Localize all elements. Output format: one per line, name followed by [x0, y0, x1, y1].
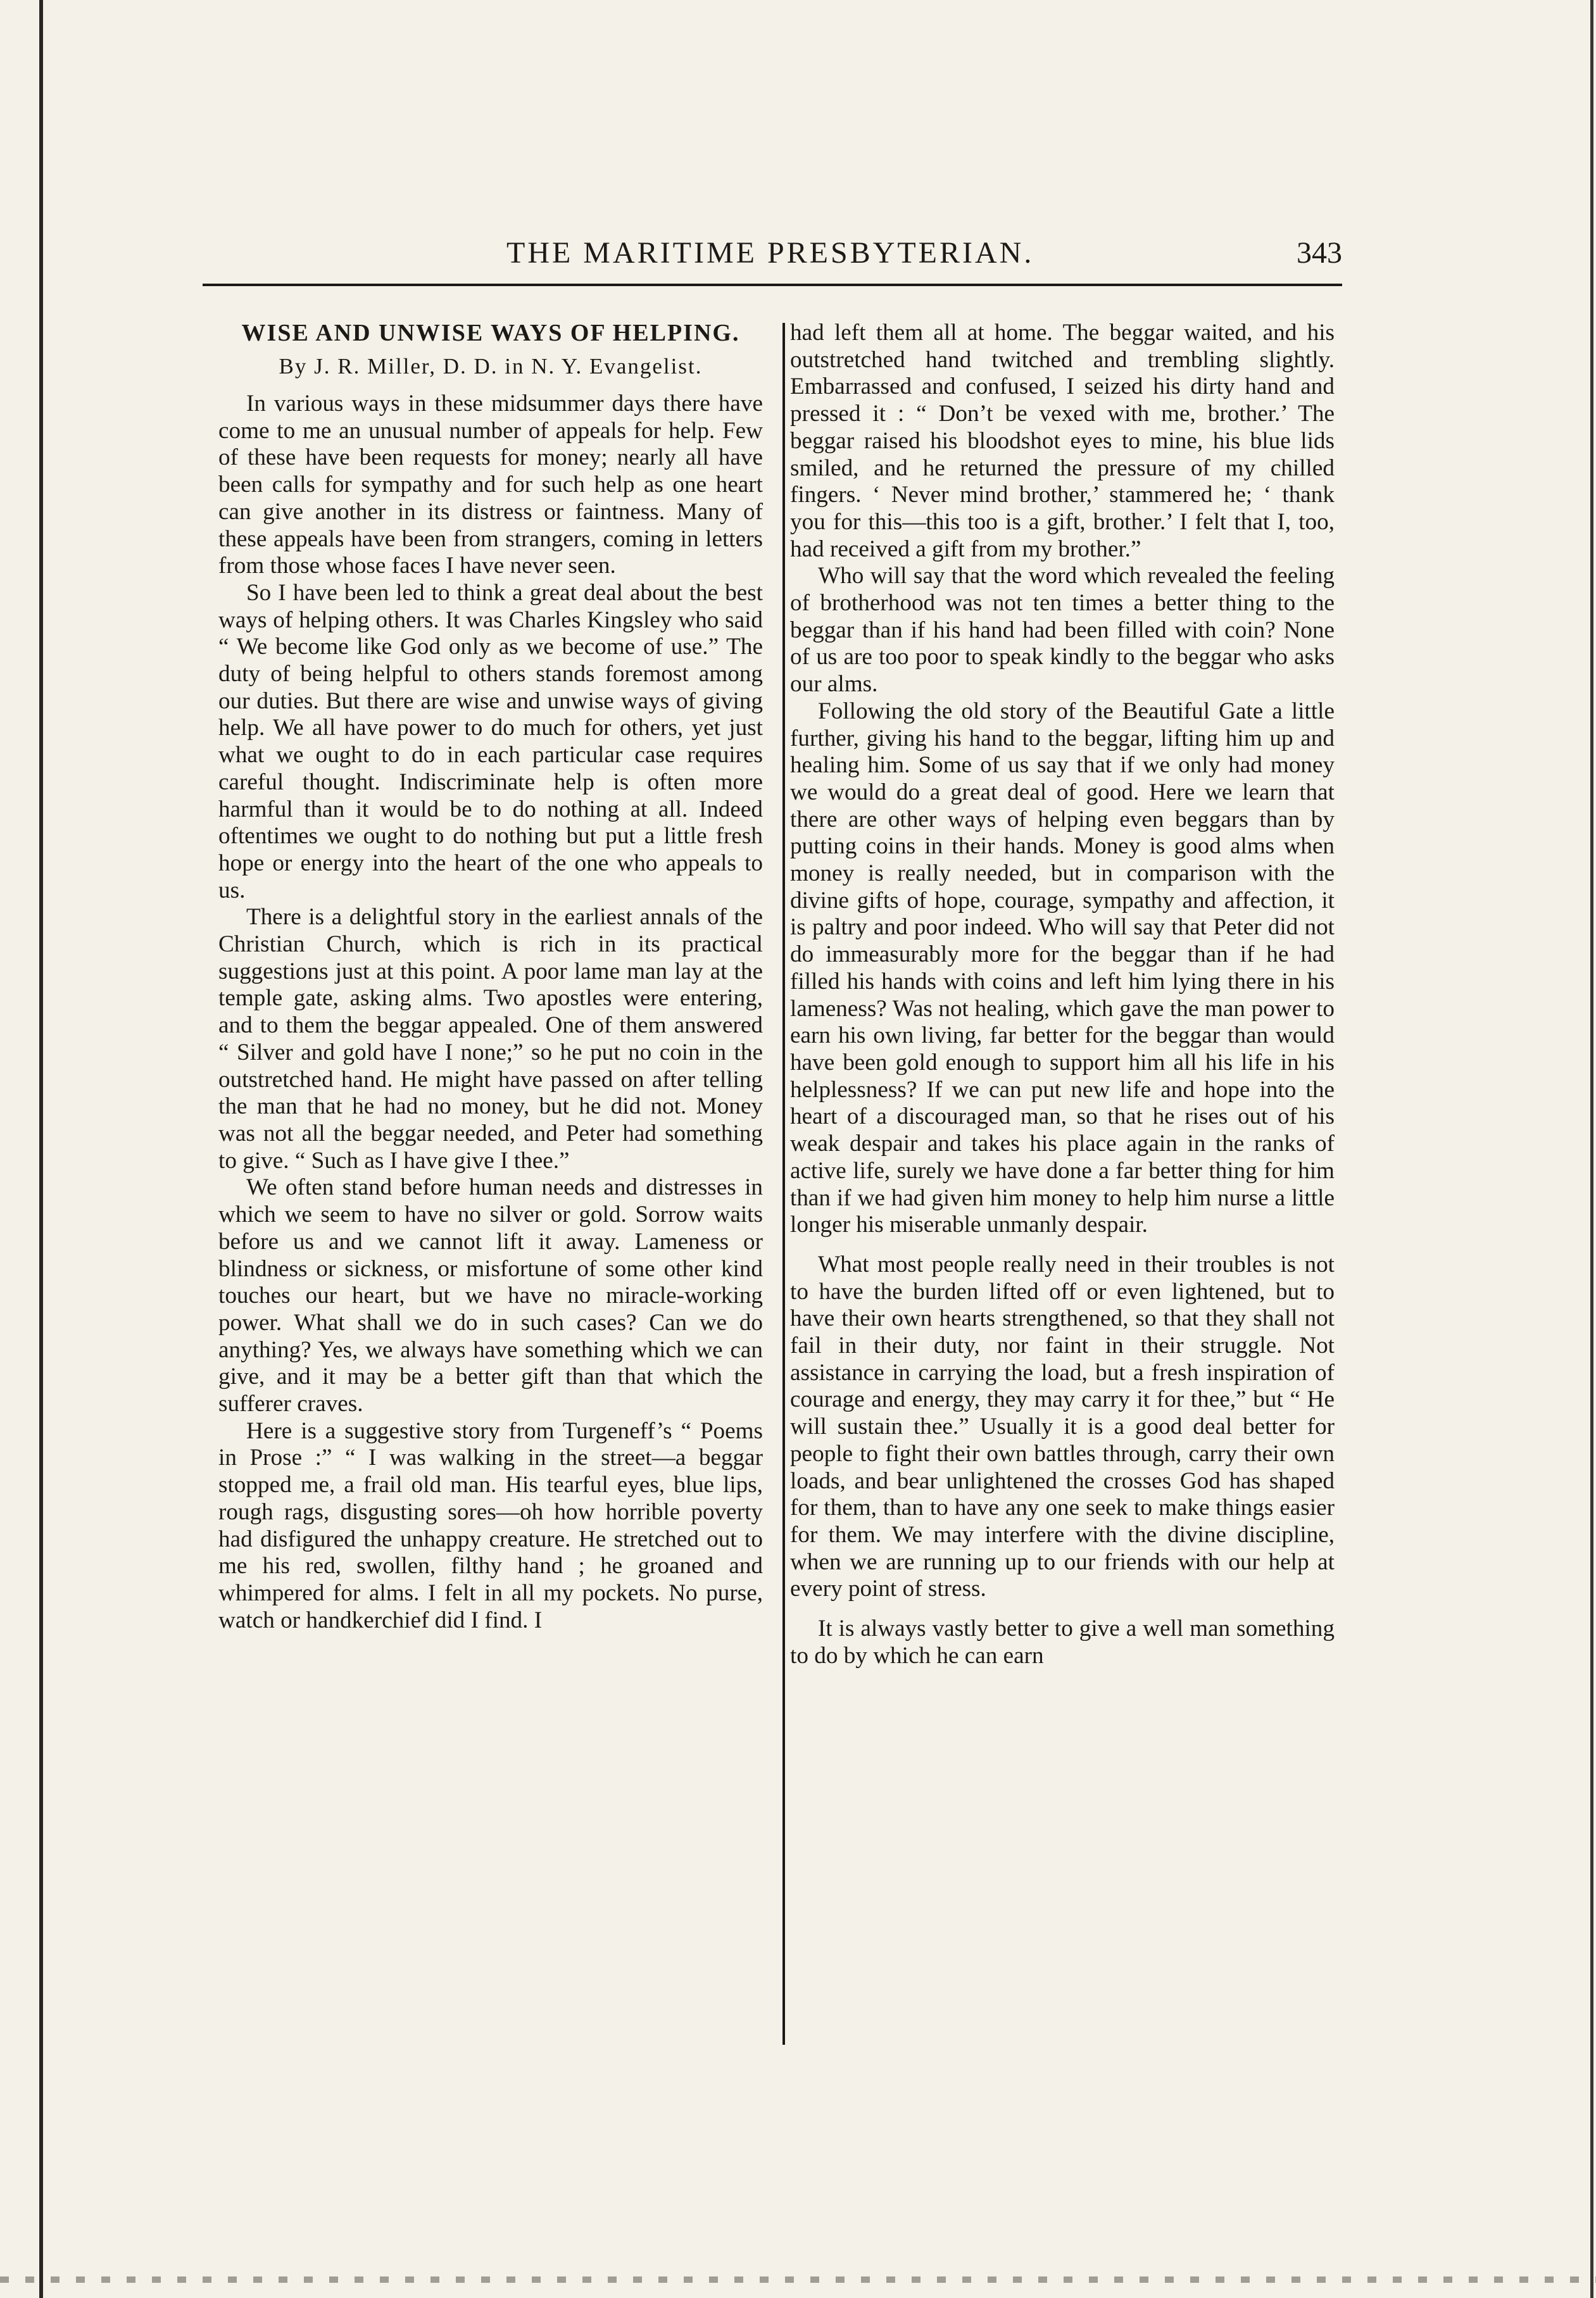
running-title: THE MARITIME PRESBYTERIAN. [506, 236, 1034, 270]
paragraph-continued: had left them all at home. The beggar waited, and his outstretched hand twitched and trembling slightly. Embarrassed and confused, I seized his dirty hand and pressed it : “ Don’t be vexed with me, brother.’ The beggar raised his bloodshot eyes to mine, his blue lids smiled, and he returned the pressure of my chilled fingers. ‘ Never mind brother,’ stammered he; ‘ thank you for this—this too is a gift, brother.’ I felt that I, too, had received a gift from my brother.” [790, 320, 1335, 562]
binding-edge-rule [39, 0, 43, 2298]
paragraph: So I have been led to think a great deal about the best ways of helping others. It was Charles Kingsley who said “ We become like God only as we become of use.” The duty of being helpful to others stands foremost among our duties. But there are wise and unwise ways of giving help. We all have power to do much for others, yet just what we ought to do in each particular case requires careful thought. Indiscriminate help is often more harmful than it would be to do nothing at all. Indeed oftentimes we ought to do nothing but put a little fresh hope or energy into the heart of the one who appeals to us. [218, 579, 763, 903]
article-title: WISE AND UNWISE WAYS OF HELPING. [241, 320, 740, 346]
page-header [203, 235, 1342, 280]
paragraph: We often stand before human needs and distresses in which we seem to have no silver or gold. Sorrow waits before us and we cannot lift it away. Lameness or blindness or sickness, or misfortune of some other kind touches our heart, but we have no miracle-working power. What shall we do in such cases? Can we do anything? Yes, we always have something which we can give, and it may be a better gift than that which the sufferer craves. [218, 1174, 763, 1417]
left-column [218, 320, 763, 1634]
paragraph: There is a delightful story in the earliest annals of the Christian Church, which is rich in its practical suggestions just at this point. A poor lame man lay at the temple gate, asking alms. Two apostles were entering, and to them the beggar appealed. One of them answered “ Silver and gold have I none;” so he put no coin in the outstretched hand. He might have passed on after telling the man that he had no money, but he did not. Money was not all the beggar needed, and Peter had something to give. “ Such as I have give I thee.” [218, 904, 763, 1174]
paragraph: It is always vastly better to give a well man something to do by which he can earn [790, 1616, 1335, 1669]
right-column [790, 320, 1335, 1669]
paragraph: What most people really need in their troubles is not to have the burden lifted off or even lightened, but to have their own hearts strengthened, so that they shall not fail in their duty, nor faint in their struggle. Not assistance in carrying the load, but a fresh inspiration of courage and energy, they may carry it for thee,” but “ He will sustain thee.” Usually it is a good deal better for people to fight their own battles through, carry their own loads, and bear unlightened the crosses God has shaped for them, than to have any one seek to make things easier for them. We may interfere with the divine discipline, when we are running up to our friends with our help at every point of stress. [790, 1251, 1335, 1602]
column-divider [782, 323, 785, 2045]
page-number: 343 [1297, 236, 1342, 270]
page-edge-rule [1590, 0, 1593, 2298]
bottom-edge-scuff [0, 2276, 1596, 2283]
header-rule [203, 284, 1342, 286]
article-byline: By J. R. Miller, D. D. in N. Y. Evangelist. [279, 354, 703, 379]
paragraph: Here is a suggestive story from Turgeneff’s “ Poems in Prose :” “ I was walking in the street—a beggar stopped me, a frail old man. His tearful eyes, blue lips, rough rags, disgusting sores—oh how horrible poverty had disfigured the unhappy creature. He stretched out to me his red, swollen, filthy hand ; he groaned and whimpered for alms. I felt in all my pockets. No purse, watch or handkerchief did I find. I [218, 1417, 763, 1633]
paragraph: Following the old story of the Beautiful Gate a little further, giving his hand to the beggar, lifting him up and healing him. Some of us say that if we only had money we would do a great deal of good. Here we learn that there are other ways of helping even beggars than by putting coins in their hands. Money is good alms when money is really needed, but in comparison with the divine gifts of hope, courage, sympathy and affection, it is paltry and poor indeed. Who will say that Peter did not do immeasurably more for the beggar than if he had filled his hands with coins and left him lying there in his lameness? Was not healing, which gave the man power to earn his own living, far better for the beggar than would have been gold enough to support him all his life in his helplessness? If we can put new life and hope into the heart of a discouraged man, so that he rises out of his weak despair and takes his place again in the ranks of active life, surely we have done a far better thing for him than if we had given him money to help him nurse a little longer his miserable unmanly despair. [790, 698, 1335, 1238]
paragraph: Who will say that the word which revealed the feeling of brotherhood was not ten times a better thing to the beggar than if his hand had been filled with coin? None of us are too poor to speak kindly to the beggar who asks our alms. [790, 563, 1335, 698]
paragraph: In various ways in these midsummer days there have come to me an unusual number of appeals for help. Few of these have been requests for money; nearly all have been calls for sympathy and for such help as one heart can give another in its distress or faintness. Many of these appeals have been from strangers, coming in letters from those whose faces I have never seen. [218, 391, 763, 579]
